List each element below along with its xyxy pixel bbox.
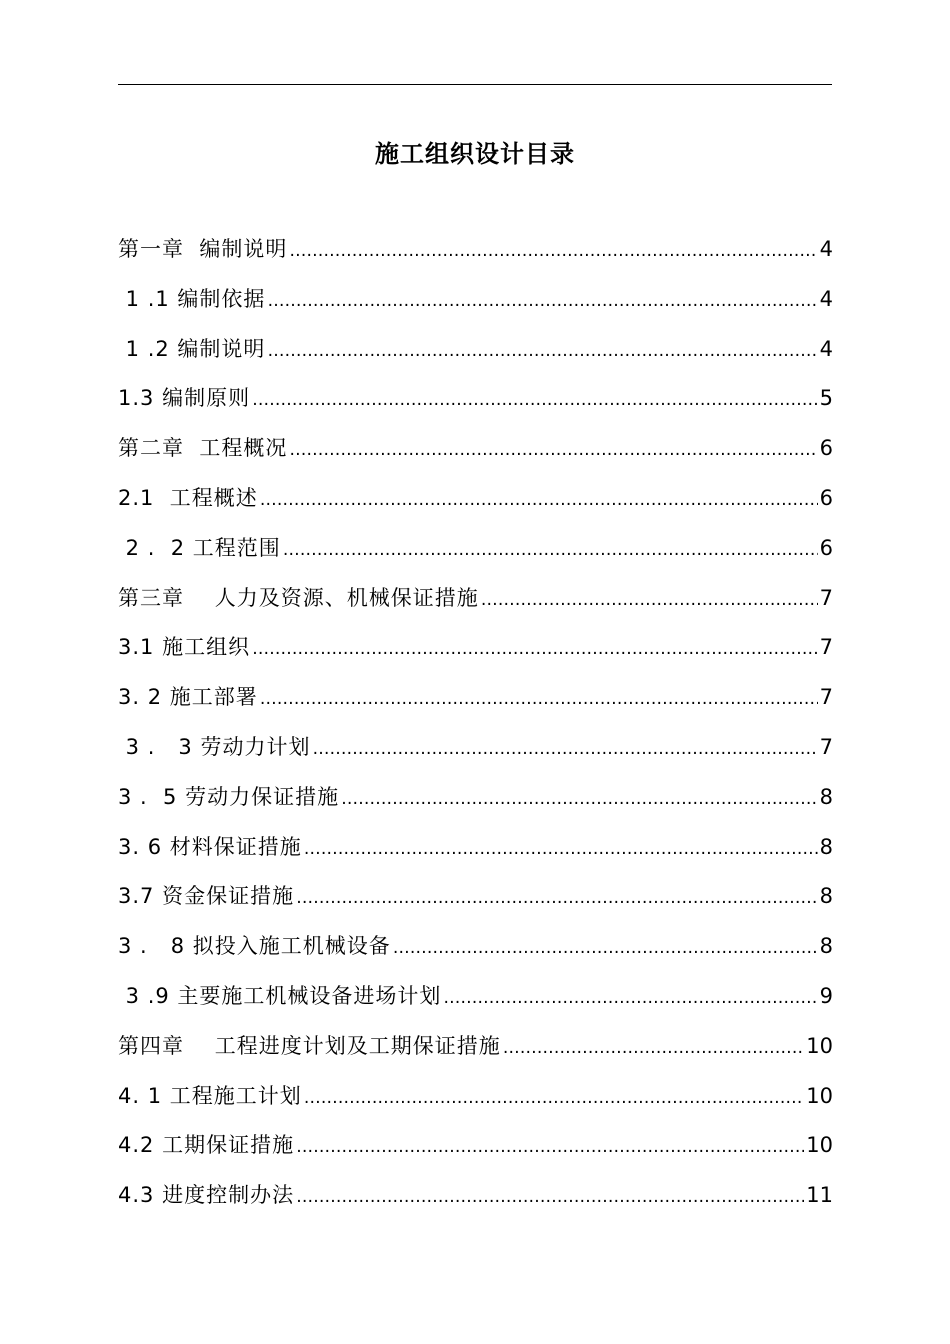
toc-page-number: 8 [819, 934, 833, 959]
toc-page-number: 10 [806, 1033, 833, 1058]
toc-dot-leader [481, 582, 818, 618]
toc-dot-leader [296, 1179, 804, 1215]
toc-page-number: 6 [819, 436, 833, 461]
toc-dot-leader [296, 1129, 804, 1165]
toc-dot-leader [260, 681, 818, 717]
toc-page-number: 10 [806, 1083, 833, 1108]
toc-dot-leader [296, 880, 818, 916]
toc-dot-leader [260, 482, 818, 518]
toc-page-number: 7 [819, 734, 833, 759]
toc-entry-label: 2 . 2 工程范围 [118, 535, 281, 560]
toc-entry-label: 第三章 人力及资源、机械保证措施 [118, 585, 479, 610]
toc-entry-label: 3. 6 材料保证措施 [118, 834, 302, 859]
toc-entry[interactable] [118, 281, 833, 331]
toc-entry[interactable] [118, 679, 833, 729]
toc-entry[interactable] [118, 978, 833, 1028]
toc-dot-leader [312, 731, 817, 767]
toc-dot-leader [252, 382, 818, 418]
toc-entry[interactable] [118, 580, 833, 630]
toc-dot-leader [304, 1080, 805, 1116]
toc-entry-label: 1.3 编制原则 [118, 386, 251, 411]
toc-dot-leader [252, 631, 818, 667]
toc-page-number: 9 [819, 983, 833, 1008]
toc-dot-leader [267, 283, 817, 319]
toc-entry[interactable] [118, 380, 833, 430]
toc-entry[interactable] [118, 1127, 833, 1177]
toc-entry-label: 2.1 工程概述 [118, 485, 258, 510]
toc-entry[interactable] [118, 480, 833, 530]
toc-page-number: 11 [806, 1183, 833, 1208]
toc-dot-leader [393, 930, 818, 966]
toc-dot-leader [289, 233, 817, 269]
toc-entry[interactable] [118, 729, 833, 779]
toc-page-number: 4 [819, 286, 833, 311]
document-title: 施工组织设计目录 [375, 140, 575, 168]
toc-page-number: 6 [819, 535, 833, 560]
toc-entry-label: 3. 2 施工部署 [118, 685, 258, 710]
toc-page-number: 6 [819, 485, 833, 510]
toc-entry[interactable] [118, 530, 833, 580]
toc-page-number: 8 [819, 884, 833, 909]
toc-entry-label: 3.1 施工组织 [118, 635, 251, 660]
toc-entry-label: 4.3 进度控制办法 [118, 1183, 295, 1208]
toc-entry[interactable] [118, 779, 833, 829]
toc-dot-leader [267, 333, 817, 369]
toc-page-number: 7 [819, 585, 833, 610]
toc-dot-leader [503, 1030, 805, 1066]
toc-dot-leader [443, 980, 817, 1016]
toc-entry-label: 3.7 资金保证措施 [118, 884, 295, 909]
toc-entry[interactable] [118, 331, 833, 381]
toc-dot-leader [283, 532, 818, 568]
toc-entry-label: 第一章 编制说明 [118, 237, 288, 261]
toc-entry[interactable] [118, 1078, 833, 1128]
toc-entry[interactable] [118, 231, 833, 281]
toc-page-number: 10 [806, 1133, 833, 1158]
toc-page-number: 4 [819, 336, 833, 361]
toc-dot-leader [289, 432, 817, 468]
toc-entry-label: 3 . 5 劳动力保证措施 [118, 784, 340, 809]
toc-dot-leader [341, 781, 818, 817]
toc-entry-label: 1 .2 编制说明 [118, 336, 266, 361]
toc-page-number: 5 [819, 386, 833, 411]
toc-entry[interactable] [118, 629, 833, 679]
toc-entry-label: 3 . 3 劳动力计划 [118, 734, 311, 759]
toc-entry[interactable] [118, 430, 833, 480]
header-rule [118, 84, 832, 85]
toc-page-number: 7 [819, 635, 833, 660]
toc-entry-label: 第二章 工程概况 [118, 436, 288, 461]
toc-entry-label: 3 .9 主要施工机械设备进场计划 [118, 983, 442, 1008]
toc-page-number: 8 [819, 834, 833, 859]
table-of-contents [118, 231, 833, 1227]
toc-entry-label: 4.2 工期保证措施 [118, 1133, 295, 1158]
toc-entry-label: 3 . 8 拟投入施工机械设备 [118, 934, 391, 959]
toc-entry[interactable] [118, 928, 833, 978]
toc-entry[interactable] [118, 1028, 833, 1078]
toc-entry-label: 1 .1 编制依据 [118, 286, 266, 311]
toc-entry-label: 4. 1 工程施工计划 [118, 1083, 302, 1108]
toc-entry[interactable] [118, 1177, 833, 1227]
toc-page-number: 7 [819, 685, 833, 710]
toc-entry[interactable] [118, 829, 833, 879]
toc-page-number: 4 [819, 237, 833, 261]
toc-page-number: 8 [819, 784, 833, 809]
toc-dot-leader [304, 831, 818, 867]
toc-entry[interactable] [118, 878, 833, 928]
toc-entry-label: 第四章 工程进度计划及工期保证措施 [118, 1033, 501, 1058]
